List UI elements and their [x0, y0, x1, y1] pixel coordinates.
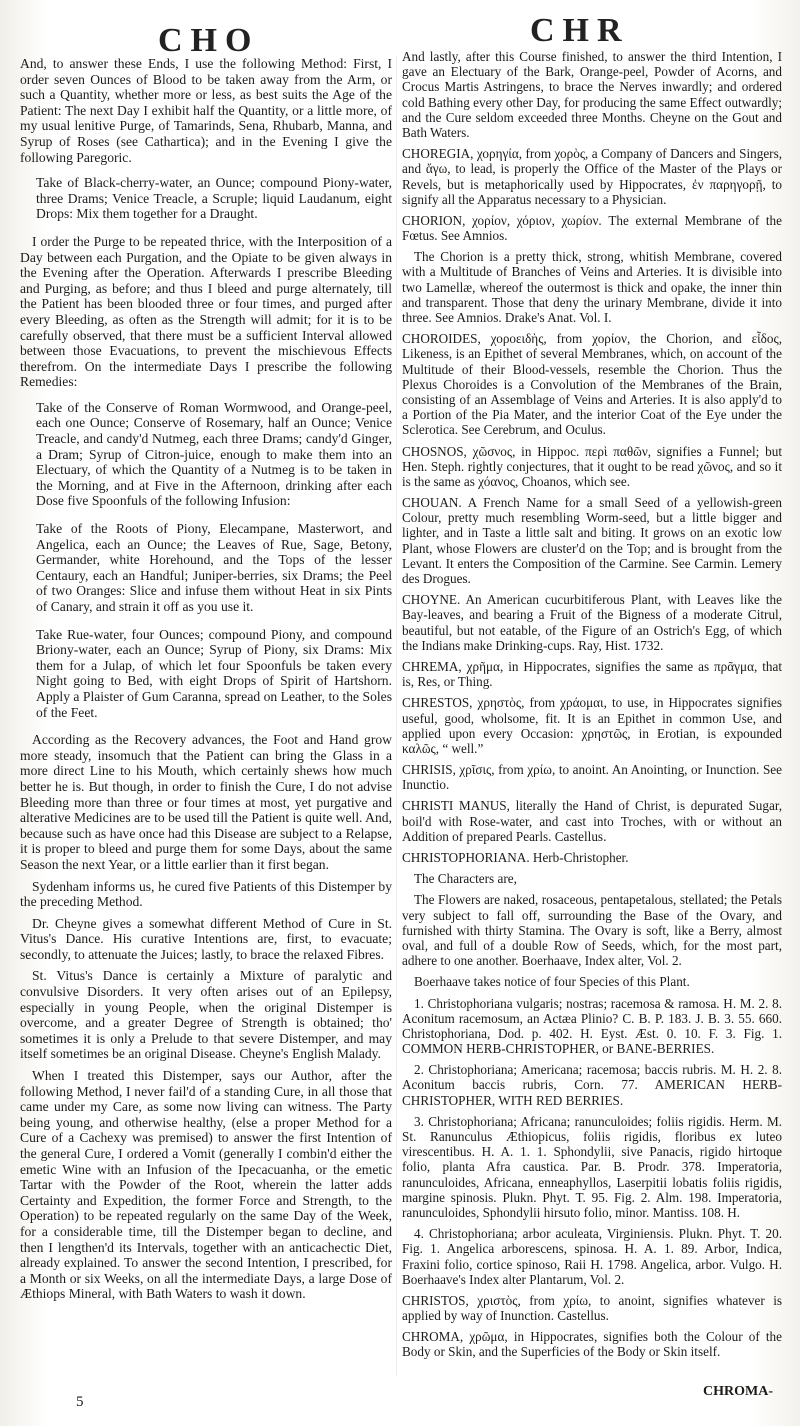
- right-column: [402, 49, 782, 1366]
- species-item: 2. Christophoriana; Americana; racemosa; baccis rubris. M. H. 2. 8. Aconitum baccis rubris, Corn. 77. AMERICAN HERB-CHRISTOPHER, WITH RED BERRIES.: [402, 1062, 782, 1108]
- paragraph: St. Vitus's Dance is certainly a Mixture of paralytic and convulsive Disorders. It very often arises out of an Epilepsy, especially in young People, when the original Distemper is overcome, and a greater Degree of Strength is obtained; tho' sometimes it is only a Prelude to that severe Distemper, and may itself sometimes be an original Disease. Cheyne's English Malady.: [20, 968, 392, 1062]
- entry-chroma: CHROMA, χρῶμα, in Hippocrates, signifies both the Colour of the Body or Skin, and the Superficies of the Body or Skin itself.: [402, 1329, 782, 1360]
- paragraph: According as the Recovery advances, the Foot and Hand grow more steady, insomuch that the Patient can bring the Glass in a more direct Line to his Mouth, which certainly shews how much better he is. But though, in order to finish the Cure, I do not advise Bleeding more than three or four times at most, yet purgative and alterative Medicines are to be used till the Patient is quite well. And, because such as have once had this Disease are subject to a Relapse, it is proper to bleed and purge them for some Days, about the same Season the next Year, or a little earlier than it first began.: [20, 732, 392, 872]
- page-number: 5: [76, 1394, 84, 1410]
- entry-chrestos: CHRESTOS, χρηστὸς, from χράομαι, to use, in Hippocrates signifies useful, good, wholsome, fit. It is an Epithet in common Use, and applied upon every Occasion: χρηστῶς, in Erotian, is expounded καλῶς, “ well.”: [402, 695, 782, 756]
- entry-chosnos: CHOSNOS, χῶσνος, in Hippoc. περὶ παθῶν, signifies a Funnel; but Hen. Steph. rightly conjectures, that it ought to be read χῶνος, and so it is the same as χόανος, Choanos, which see.: [402, 443, 782, 489]
- catchword: CHROMA-: [703, 1384, 773, 1399]
- entry-choregia: CHOREGIA, χορηγία, from χορὸς, a Company of Dancers and Singers, and ἄγω, to lead, is properly the Office of the Master of the Plays or Revels, but is metaphorically used by Hippocrates, ἐν παρηγορῇ, to signify all the Apparatus necessary to a Physician.: [402, 146, 782, 207]
- running-head-left: CHO: [158, 22, 260, 59]
- entry-christi-manus: CHRISTI MANUS, literally the Hand of Christ, is depurated Sugar, boil'd with Rose-water, and cast into Troches, with or without an Addition of prepared Pearls. Castellus.: [402, 798, 782, 844]
- paragraph: The Flowers are naked, rosaceous, pentapetalous, stellated; the Petals very subject to fall off, surrounding the Base of the Ovary, and furnished with thirty Stamina. The Ovary is soft, like a Berry, almost oval, and full of a double Row of Seeds, which, for the most part, adhere to one another. Boerhaave, Index alter, Vol. 2.: [402, 892, 782, 969]
- entry-christophoriana: CHRISTOPHORIANA. Herb-Christopher.: [402, 850, 629, 865]
- entry-chorion: CHORION, χορίον, χόριον, χωρίον. The external Membrane of the Fœtus. See Amnios.: [402, 212, 782, 244]
- species-item: 3. Christophoriana; Africana; ranunculoides; foliis rigidis. Herm. M. St. Ranunculus Æthiopicus, foliis rigidis, floribus ex luteo virescentibus. H. A. 1. 1. Sphondylii, sive Panacis, rigido hirtoque folio, planta Afra caustica. Par. B. Prodr. 378. Imperatoria, ranunculoides, Africana, enneaphyllos, Laserpitii lobatis foliis rigidis, margine spinosis. Plukn. Phyt. T. 95. Fig. 2. Alm. 198. Imperatoria, ranunculoides, Sphondylii hirsuto folio, minor. Mantiss. 108. H.: [402, 1113, 782, 1220]
- entry-chrisis: CHRISIS, χρῖσις, from χρίω, to anoint. An Anointing, or Inunction. See Inunctio.: [402, 762, 782, 793]
- running-head-right: CHR: [530, 12, 630, 49]
- entry-choyne: CHOYNE. An American cucurbitiferous Plant, with Leaves like the Bay-leaves, and bearing a Fruit of the Bigness of a moderate Citrul, beautiful, but not eatable, of the Figure of an Ostrich's Egg, of which the Indians make Drinking-cups. Ray, Hist. 1732.: [402, 592, 782, 653]
- entry-chrema: CHREMA, χρῆμα, in Hippocrates, signifies the same as πρᾶγμα, that is, Res, or Thing.: [402, 658, 782, 690]
- entry-christos: CHRISTOS, χριστὸς, from χρίω, to anoint, signifies whatever is applied by way of Inunction. Castellus.: [402, 1292, 782, 1324]
- paragraph: The Chorion is a pretty thick, strong, whitish Membrane, covered with a Multitude of Branches of Veins and Arteries. It is divisible into two Lamellæ, whereof the outermost is thick and opake, the inner thin and transparent. Those that deny the urinary Membrane, divide it into three. See Amnios. Drake's Anat. Vol. I.: [402, 249, 782, 325]
- column-gutter: [396, 56, 397, 1376]
- paragraph: Boerhaave takes notice of four Species of this Plant.: [414, 974, 690, 990]
- paragraph: I order the Purge to be repeated thrice, with the Interposition of a Day between each Purgation, and the Opiate to be given always in the Evening after the Operation. Afterwards I prescribe Bleeding and Purging, as before; and thus I bleed and purge alternately, till the Patient has been blooded three or four times, and purged after every Bleeding, as often as the Strength will admit; for it is to be carefully observed, that there must be a sufficient Interval allowed between those Evacuations, to prevent the mischievous Effects therefrom. On the intermediate Days I prescribe the following Remedies:: [20, 233, 392, 390]
- prescription: Take Rue-water, four Ounces; compound Piony, and compound Briony-water, each an Ounce; Syrup of Piony, six Drams: Mix them for a Julap, of which let four Spoonfuls be taken every Night going to Bed, with eight Drops of Spirit of Hartshorn. Apply a Plaister of Gum Caranna, spread on Leather, to the Soles of the Feet.: [36, 626, 392, 720]
- entry-choroides: CHOROIDES, χοροειδὴς, from χορίον, the Chorion, and εἶδος, Likeness, is an Epithet of several Membranes, which, on account of the Multitude of their Blood-vessels, resemble the Chorion. Thus the Plexus Choroides is a Convolution of the Membranes of the Brain, consisting of an Assemblage of Veins and Arteries. It is also apply'd to a Portion of the Pia Mater, and the interior Coat of the Eye under the Sclerotica. See Cerebrum, and Oculus.: [402, 331, 782, 438]
- paragraph: And, to answer these Ends, I use the following Method: First, I order seven Ounces of Blood to be taken away from the Arm, or such a Quantity, whether more or less, as best suits the Age of the Patient: The next Day I exhibit half the Quantity, or a little more, of my usual lenitive Purge, of Tamarinds, Sena, Rhubarb, Manna, and Syrup of Roses (see Cathartica); and in the Evening I give the following Paregoric.: [20, 56, 392, 165]
- prescription: Take of the Roots of Piony, Elecampane, Masterwort, and Angelica, each an Ounce; the Leaves of Rue, Sage, Betony, Germander, white Horehound, and the Tops of the lesser Centaury, each an Handful; Juniper-berries, six Drams; the Peel of two Oranges: Slice and infuse them without Heat in six Pints of Canary, and strain it off as you use it.: [36, 521, 392, 614]
- paragraph: Dr. Cheyne gives a somewhat different Method of Cure in St. Vitus's Dance. His curative Intentions are, first, to evacuate; secondly, to attenuate the Juices; lastly, to brace the relaxed Fibres.: [20, 915, 392, 962]
- paragraph: Sydenham informs us, he cured five Patients of this Distemper by the preceding Method.: [20, 878, 392, 910]
- paragraph: And lastly, after this Course finished, to answer the third Intention, I gave an Electuary of the Bark, Orange-peel, Powder of Acorns, and Crocus Martis Astringens, to brace the Nerves inwardly; and ordered cold Bathing every other Day, for producing the same Effect outwardly; and the Cure seldom exceeded three Months. Cheyne on the Gout and Bath Waters.: [402, 49, 782, 140]
- paragraph: When I treated this Distemper, says our Author, after the following Method, I never fail'd of a standing Cure, in all those that came under my Care, as some now living can witness. The Party being young, and otherwise healthy, (else a proper Method for a Cure of a Cachexy was premised) to answer the first Intention of the general Cure, I ordered a Vomit (generally I combin'd either the emetic Wine with an Infusion of the Ipecacuanha, or the emetic Tartar with the Powder of the Root, wherein the latter adds Certainty and Expedition, the former Force and Strength, to the Operation) to be repeated regularly on the same Day of the Week, for a considerable time, till the Distemper began to decline, and then I lengthen'd its Intervals, together with an anticachectic Diet, already explained. To answer the second Intention, I prescribed, for a Month or six Weeks, on all the intermediate Days, a large Dose of Æthiops Mineral, with Bath Waters to wash it down.: [20, 1068, 392, 1302]
- entry-chouan: CHOUAN. A French Name for a small Seed of a yellowish-green Colour, pretty much resembling Worm-seed, but a little bigger and lighter, and in Taste a little salt and biting. It grows on an exotic low Plant, whose Flowers are cluster'd on the Top; and is brought from the Levant. It enters the Composition of the Carmine. See Carmin. Lemery des Drogues.: [402, 495, 782, 586]
- species-item: 1. Christophoriana vulgaris; nostras; racemosa & ramosa. H. M. 2. 8. Aconitum racemosum, an Actæa Plinio? C. B. P. 183. J. B. 3. 55. 660. Christophoriana, Dod. p. 402. H. Eyst. Æst. 0. 10. F. 3. Fig. 1. COMMON HERB-CHRISTOPHER, or BANE-BERRIES.: [402, 995, 782, 1057]
- left-column: [20, 56, 392, 1308]
- prescription: Take of the Conserve of Roman Wormwood, and Orange-peel, each one Ounce; Conserve of Rosemary, half an Ounce; Venice Treacle, and candy'd Nutmeg, each three Drams; candy'd Ginger, a Dram; Syrup of Citron-juice, enough to make them into an Electuary, of which the Quantity of a Nutmeg is to be taken in the Morning, and at Five in the Afternoon, drinking after each Dose five Spoonfuls of the following Infusion:: [36, 399, 392, 509]
- paragraph: The Characters are,: [414, 871, 517, 887]
- species-item: 4. Christophoriana; arbor aculeata, Virginiensis. Plukn. Phyt. T. 20. Fig. 1. Angelica arborescens, spinosa. H. A. 1. 89. Arbor, Indica, Fraxini folio, cortice spinoso, Raii H. 1798. Angelica, arbor. Vulgo. H. Boerhaave's Index alter Plantarum, Vol. 2.: [402, 1226, 782, 1287]
- prescription: Take of Black-cherry-water, an Ounce; compound Piony-water, three Drams; Venice Treacle, a Scruple; liquid Laudanum, eight Drops: Mix them together for a Draught.: [36, 175, 392, 222]
